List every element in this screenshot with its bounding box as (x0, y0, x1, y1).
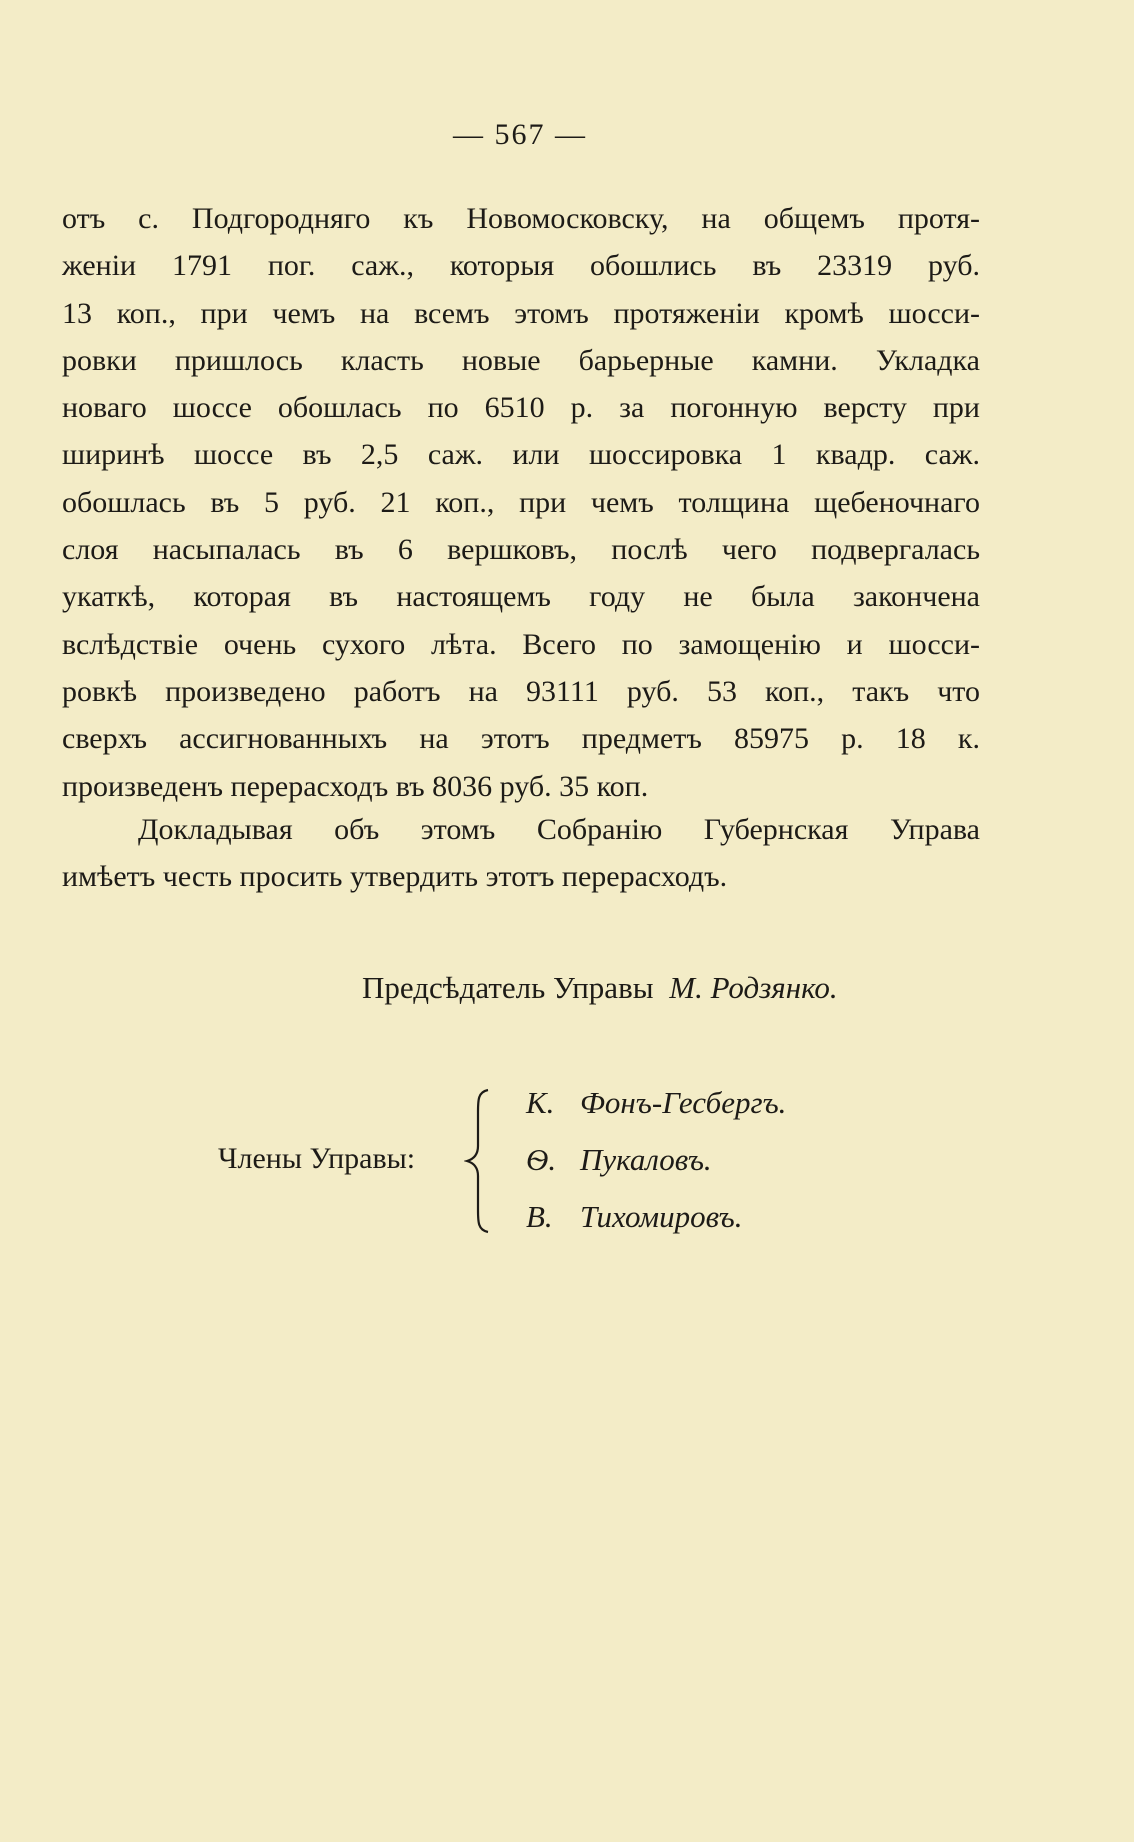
member-surname: Пукаловъ. (580, 1142, 712, 1177)
text-line: слоя насыпалась въ 6 вершковъ, послѣ чего подвергалась (62, 533, 980, 567)
member-initial: К. (526, 1085, 555, 1120)
member-signature (526, 1085, 786, 1121)
paragraph-2 (62, 806, 980, 901)
text-line: новаго шоссе обошлась по 6510 р. за погонную версту при (62, 391, 980, 425)
member-signature (526, 1199, 742, 1235)
member-initial: Ѳ. (526, 1142, 557, 1177)
member-surname: Тихомировъ. (580, 1199, 743, 1234)
text-line: произведенъ перерасходъ въ 8036 руб. 35 коп. (62, 769, 649, 803)
members-label: Члены Управы: (218, 1142, 416, 1175)
page-number: — 567 — (453, 118, 587, 151)
text-line: вслѣдствіе очень сухого лѣта. Всего по замощенію и шосси- (62, 627, 980, 661)
paragraph-1 (62, 195, 980, 810)
text-line: ровки пришлось класть новые барьерные камни. Укладка (62, 343, 980, 377)
text-line: отъ с. Подгородняго къ Новомосковску, на общемъ протя- (62, 202, 980, 235)
chairman-name: М. Родзянко. (669, 970, 838, 1005)
text-line: Докладывая объ этомъ Собранію Губернская Управа (138, 813, 980, 846)
text-line: ширинѣ шоссе въ 2,5 саж. или шоссировка 1 квадр. саж. (62, 438, 980, 472)
text-line: женіи 1791 пог. саж., которыя обошлись въ 23319 руб. (62, 249, 980, 283)
curly-brace-icon (464, 1088, 494, 1234)
text-line: 13 коп., при чемъ на всемъ этомъ протяженіи кромѣ шосси- (62, 296, 980, 330)
text-line: обошлась въ 5 руб. 21 коп., при чемъ толщина щебеночнаго (62, 485, 980, 519)
member-initial: В. (526, 1199, 553, 1234)
text-line: укаткѣ, которая въ настоящемъ году не была закончена (62, 580, 980, 614)
chairman-title: Предсѣдатель Управы (362, 970, 654, 1005)
text-line: ровкѣ произведено работъ на 93111 руб. 53 коп., такъ что (62, 674, 980, 708)
chairman-signature (362, 970, 838, 1006)
text-line: имѣетъ честь просить утвердить этотъ перерасходъ. (62, 860, 728, 894)
text-line: сверхъ ассигнованныхъ на этотъ предметъ 85975 р. 18 к. (62, 722, 980, 756)
member-surname: Фонъ-Гесбергъ. (580, 1085, 787, 1120)
member-signature (526, 1142, 712, 1178)
